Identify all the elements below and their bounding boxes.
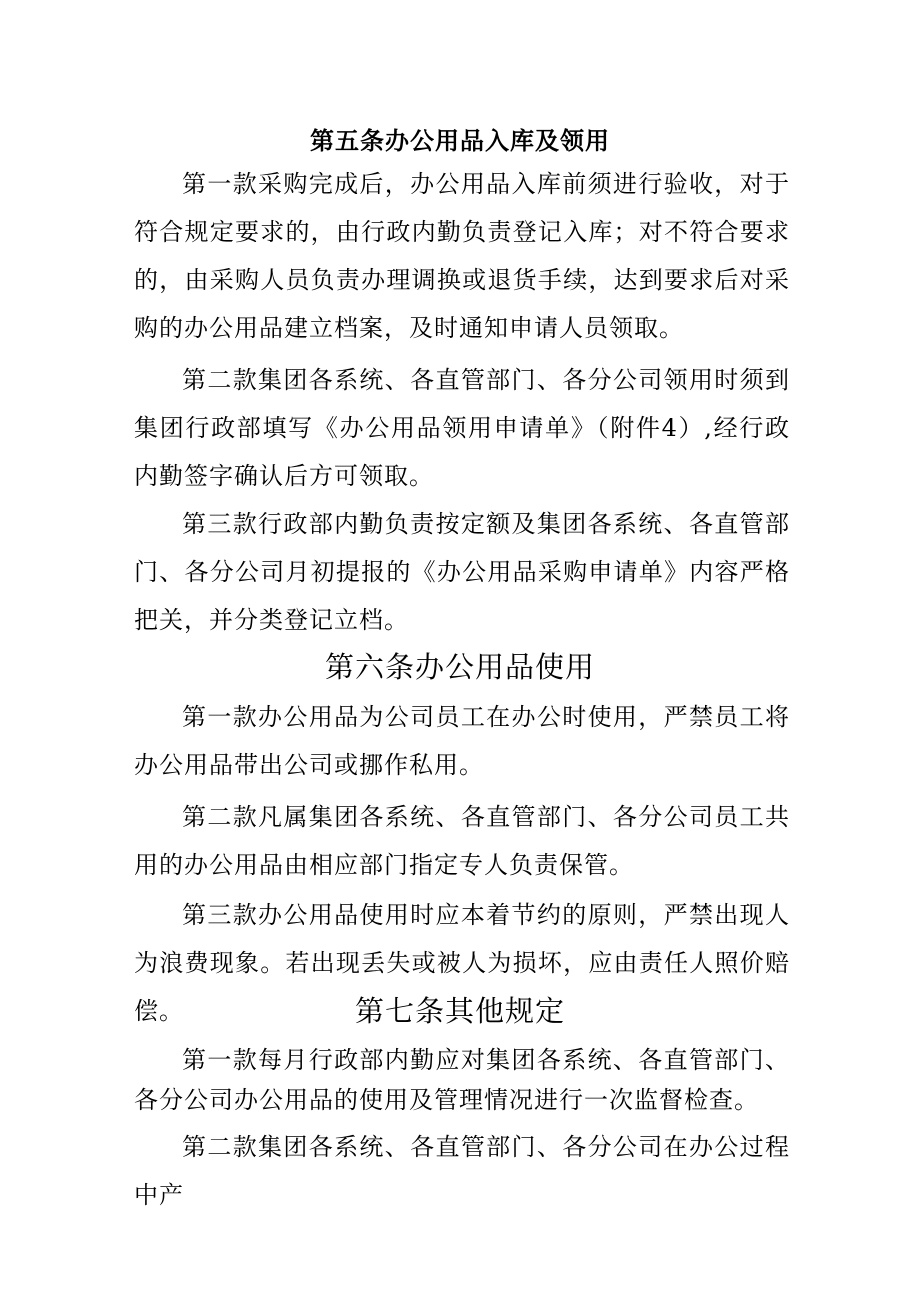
- paragraph-article-5-clause-2: 第二款集团各系统、各直管部门、各分公司领用时须到集团行政部填写《办公用品领用申请单》（附件4）,经行政内勤签字确认后方可领取。: [134, 366, 790, 490]
- section-title-article-5: 第五条办公用品入库及领用: [310, 127, 610, 155]
- paragraph-article-5-clause-3: 第三款行政部内勤负责按定额及集团各系统、各直管部门、各分公司月初提报的《办公用品采购申请单》内容严格把关，并分类登记立档。: [134, 510, 790, 634]
- paragraph-article-7-clause-1: 第一款每月行政部内勤应对集团各系统、各直管部门、各分公司办公用品的使用及管理情况进行一次监督检查。: [134, 1046, 790, 1114]
- section-title-article-6: 第六条办公用品使用: [324, 650, 595, 684]
- paragraph-article-5-clause-1: 第一款采购完成后，办公用品入库前须进行验收，对于符合规定要求的，由行政内勤负责登记入库；对不符合要求的，由采购人员负责办理调换或退货手续，达到要求后对采购的办公用品建立档案，及时通知申请人员领取。: [134, 170, 790, 342]
- paragraph-article-6-clause-2: 第二款凡属集团各系统、各直管部门、各分公司员工共用的办公用品由相应部门指定专人负责保管。: [134, 803, 790, 879]
- paragraph-article-6-clause-1: 第一款办公用品为公司员工在办公时使用，严禁员工将办公用品带出公司或挪作私用。: [134, 703, 790, 779]
- paragraph-article-6-clause-3: 第三款办公用品使用时应本着节约的原则，严禁出现人为浪费现象。若出现丢失或被人为损坏，应由责任人照价赔偿。: [134, 901, 790, 1025]
- paragraph-article-7-clause-2: 第二款集团各系统、各直管部门、各分公司在办公过程中产: [134, 1133, 790, 1209]
- section-title-article-7: 第七条其他规定: [354, 994, 565, 1028]
